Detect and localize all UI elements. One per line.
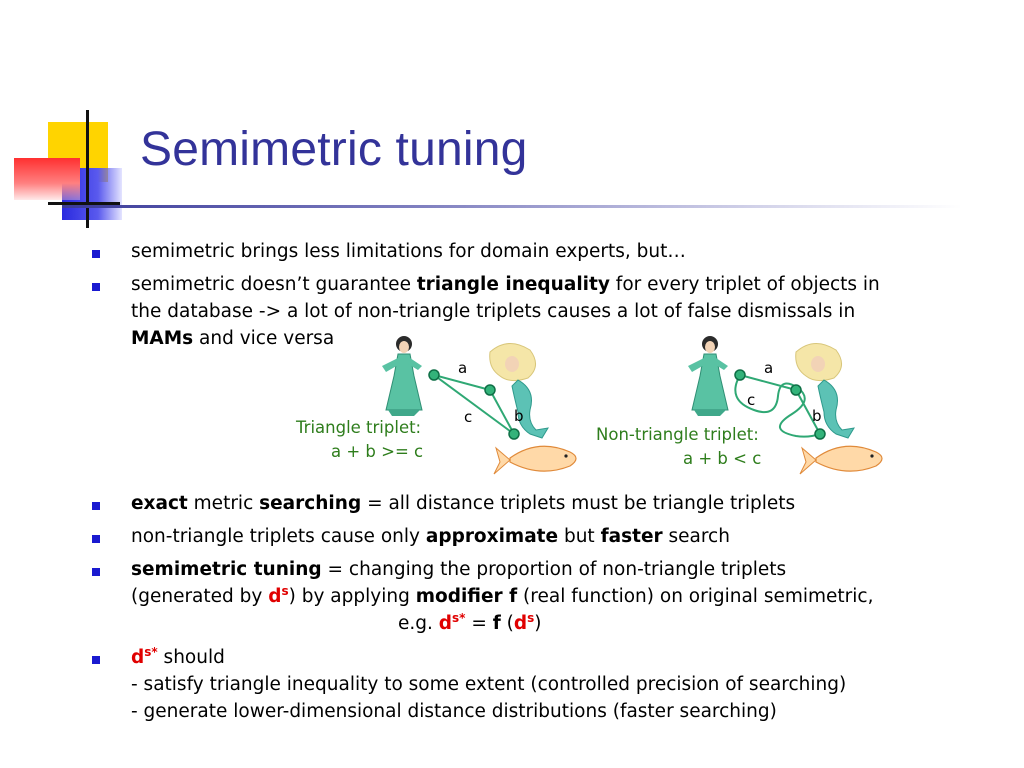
bullet-2-text: semimetric doesn’t guarantee triangle inequality for every triplet of objects in the database -> a lot of non-triangle triplets causes a lot of false dismissals in MAMs and vice versa xyxy=(131,274,880,349)
edge-label-a: a xyxy=(764,359,774,377)
title-underline xyxy=(62,205,962,208)
slide-title: Semimetric tuning xyxy=(140,123,528,176)
bullet-marker xyxy=(92,250,100,258)
point-end xyxy=(815,429,825,439)
point-middle xyxy=(485,385,495,395)
bullet-marker xyxy=(92,283,100,291)
bullet-4-text: non-triangle triplets cause only approximate but faster search xyxy=(131,526,730,547)
point-a-start xyxy=(429,370,439,380)
edge-label-b: b xyxy=(514,407,524,425)
decor-red-square xyxy=(14,158,80,200)
fish-icon xyxy=(494,446,576,474)
mermaid-figure-icon xyxy=(796,343,854,438)
girl-figure-icon xyxy=(382,336,422,416)
bullet-marker xyxy=(92,502,100,510)
point-a-start xyxy=(735,370,745,380)
triangle-triplet-formula: a + b >= c xyxy=(331,442,424,461)
bullet-marker xyxy=(92,535,100,543)
triangle-triplet-caption: Triangle triplet: xyxy=(296,418,422,437)
bullet-1-text: semimetric brings less limitations for domain experts, but… xyxy=(131,241,686,262)
bullet-5-text: semimetric tuning = changing the proportion of non-triangle triplets (generated by $d^s$) by applying modifier f (real function) on original semimetric, xyxy=(131,559,874,607)
bullet-6-text: $d^{s*}$ should - satisfy triangle inequality to some extent (controlled precision of searching) - generate lower-dimensional distance distributions (faster searching) xyxy=(131,644,847,722)
point-middle xyxy=(791,385,801,395)
bullet-marker xyxy=(92,568,100,576)
non-triangle-triplet-caption: Non-triangle triplet: xyxy=(596,425,759,444)
edge-label-b: b xyxy=(812,407,822,425)
bullet-5-example: e.g. $d^{s*} = f$ $(d^s)$ xyxy=(398,610,542,634)
non-triangle-triplet-formula: a + b < c xyxy=(683,449,762,468)
point-end xyxy=(509,429,519,439)
bullet-3-text: exact metric searching = all distance triplets must be triangle triplets xyxy=(131,493,796,514)
fish-icon xyxy=(800,446,882,474)
edge-label-a: a xyxy=(458,359,468,377)
bullet-marker xyxy=(92,656,100,664)
decor-vertical-line xyxy=(86,110,89,228)
girl-figure-icon xyxy=(688,336,728,416)
edge-label-c: c xyxy=(464,408,473,426)
edge-label-c: c xyxy=(747,391,756,409)
